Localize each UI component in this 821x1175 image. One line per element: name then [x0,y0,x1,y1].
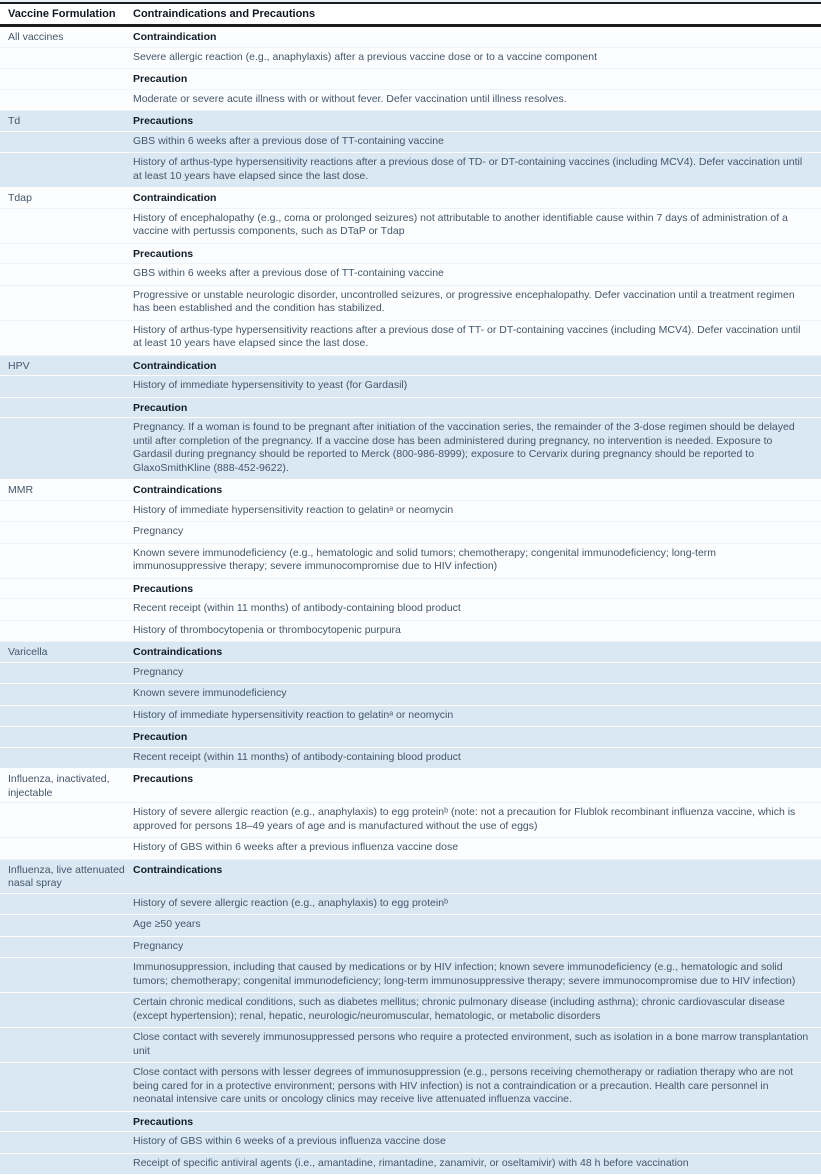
detail-text: Pregnancy [133,939,184,952]
table-row [0,320,821,355]
section-heading: Contraindication [133,359,217,372]
table-row [0,803,821,838]
table-row [0,153,821,188]
vaccine-name-spacer [0,705,133,727]
section-heading: Precautions [133,115,194,127]
detail-text: Recent receipt (within 11 months) of antibody-containing blood product [133,750,461,763]
vaccine-name-spacer [0,893,133,915]
detail-text: History of immediate hypersensitivity reaction to gelatinᵃ or neomycin [133,503,454,516]
vaccine-name-spacer [0,89,133,111]
table-row [0,1132,821,1154]
table-row [0,26,821,48]
detail-text: History of GBS within 6 weeks after a previous influenza vaccine dose [133,841,459,853]
detail-text: Severe allergic reaction (e.g., anaphylaxis) after a previous vaccine dose or to a vaccine component [133,50,597,63]
vaccine-name-spacer [0,69,133,90]
table-row [0,397,821,418]
section-heading: Contraindication [133,192,217,204]
detail-text: Close contact with severely immunosuppressed persons who require a protected environment, such as isolation in a bone marrow transplantation unit [133,1031,809,1057]
detail-text: Recent receipt (within 11 months) of antibody-containing blood product [133,602,461,614]
table-row [0,418,821,480]
table-row [0,859,821,893]
vaccine-name-spacer [0,747,133,769]
detail-text: Pregnancy [133,665,184,678]
vaccine-name-spacer [0,993,133,1028]
table-row [0,599,821,621]
table-row [0,915,821,937]
vaccine-name-spacer [0,915,133,937]
table-row [0,1153,821,1175]
table-row [0,1111,821,1132]
section-heading: Precautions [133,582,194,595]
table-row [0,376,821,398]
vaccine-name: Td [8,115,21,127]
detail-text: Close contact with persons with lesser degrees of immunosuppression (e.g., persons receiving chemotherapy or radiation therapy who are not being cared for in a protective environment; persons with HIV infection) is not a contraindication or a precaution. Health care personnel in neonatal intensive care units or oncology clinics may receive live attenuated influenza vaccine. [133,1066,794,1105]
table-row [0,480,821,501]
table-row [0,727,821,748]
table-row [0,111,821,132]
section-heading: Contraindications [133,484,223,496]
vaccine-contraindications-table [0,2,821,1175]
table-row [0,543,821,578]
table-body [0,26,821,1175]
section-heading: Contraindications [133,646,223,658]
detail-text: History of severe allergic reaction (e.g., anaphylaxis) to egg proteinᵇ [133,896,449,909]
table-row [0,69,821,90]
detail-text: Progressive or unstable neurologic disorder, uncontrolled seizures, or progressive encephalopathy. Defer vaccination until a treatment regimen has been established and the condition has stabilized. [133,288,795,314]
vaccine-name-spacer [0,153,133,188]
table-row [0,47,821,69]
vaccine-name-spacer [0,1063,133,1112]
detail-text: Receipt of specific antiviral agents (i.e., amantadine, rimantadine, zanamivir, or oseltamivir) with 48 h before vaccination [133,1156,689,1169]
section-heading: Contraindications [133,863,223,876]
table-row [0,208,821,243]
table-row [0,705,821,727]
detail-text: History of GBS within 6 weeks of a previous influenza vaccine dose [133,1135,446,1147]
vaccine-name-spacer [0,320,133,355]
vaccine-name-spacer [0,803,133,838]
vaccine-name: Tdap [8,192,32,204]
detail-text: History of severe allergic reaction (e.g., anaphylaxis) to egg proteinᵇ (note: not a precaution for Flublok recombinant influenza vaccine, which is approved for persons 18–49 years of age and is manufactured without the use of eggs) [133,806,796,832]
vaccine-name: Varicella [8,646,48,658]
vaccine-name-spacer [0,285,133,320]
table-row [0,188,821,209]
detail-text: Known severe immunodeficiency (e.g., hematologic and solid tumors; chemotherapy; congenital immunodeficiency; long-term immunosuppressive therapy; severe immunocompromise due to HIV infection) [133,546,717,572]
section-heading: Precaution [133,731,188,743]
table-row [0,747,821,769]
table-row [0,958,821,993]
table-row [0,993,821,1028]
section-heading: Precautions [133,1115,194,1128]
vaccine-name-spacer [0,264,133,286]
table-row [0,838,821,860]
vaccine-name-spacer [0,376,133,398]
table-row [0,131,821,153]
section-heading: Precaution [133,73,188,85]
vaccine-name-spacer [0,620,133,642]
vaccine-name-spacer [0,397,133,418]
vaccine-name-spacer [0,543,133,578]
detail-text: Immunosuppression, including that caused by medications or by HIV infection; known severe immunodeficiency (e.g., hematologic and solid tumors; chemotherapy; congenital immunodeficiency; long-term immunosuppressive therapy; severe immunocompromise due to HIV infection) [133,961,796,987]
table-row [0,285,821,320]
vaccine-name-spacer [0,662,133,684]
column-header-vaccine-formulation: Vaccine Formulation [0,3,133,26]
table-row [0,243,821,264]
vaccine-name-spacer [0,243,133,264]
detail-text: History of encephalopathy (e.g., coma or prolonged seizures) not attributable to another identifiable cause within 7 days of administration of a vaccine with pertussis components, such as DTaP or Tdap [133,211,788,237]
vaccine-name-spacer [0,578,133,599]
vaccine-name: MMR [8,484,34,496]
table-row [0,578,821,599]
detail-text: Moderate or severe acute illness with or without fever. Defer vaccination until illness resolves. [133,92,567,105]
section-heading: Precautions [133,247,194,260]
vaccine-name: All vaccines [8,31,64,43]
detail-text: History of immediate hypersensitivity reaction to gelatinᵃ or neomycin [133,708,454,721]
detail-text: GBS within 6 weeks after a previous dose of TT-containing vaccine [133,134,444,147]
table-row [0,1063,821,1112]
detail-text: History of arthus-type hypersensitivity reactions after a previous dose of TD- or DT-containing vaccines (including MCV4). Defer vaccination until at least 10 years have elapsed since the last dose. [133,156,803,182]
table-row [0,620,821,642]
table-row [0,500,821,522]
vaccine-name-spacer [0,1028,133,1063]
vaccine-name-spacer [0,599,133,621]
detail-text: Pregnancy [133,525,184,537]
detail-text: Pregnancy. If a woman is found to be pregnant after initiation of the vaccination series, the remainder of the 3-dose regimen should be delayed until after completion of the pregnancy. If a vaccine dose has been administered during pregnancy, no intervention is needed. Exposure to Gardasil during pregnancy should be reported to Merck (800-986-8999); exposure to Cervarix during pregnancy should be reported to GlaxoSmithKline (888-452-9622). [133,421,795,474]
vaccine-name-spacer [0,522,133,544]
vaccine-name-spacer [0,838,133,860]
table-row [0,355,821,376]
table-row [0,893,821,915]
detail-text: History of arthus-type hypersensitivity reactions after a previous dose of TT- or DT-containing vaccines (including MCV4). Defer vaccination until at least 10 years have elapsed since the last dose. [133,323,801,349]
table-row [0,684,821,706]
detail-text: Age ≥50 years [133,918,201,930]
vaccine-name-spacer [0,208,133,243]
column-header-contraindications-precautions: Contraindications and Precautions [133,3,821,26]
table-row [0,264,821,286]
vaccine-name-spacer [0,936,133,958]
vaccine-name-spacer [0,500,133,522]
detail-text: Certain chronic medical conditions, such as diabetes mellitus; chronic pulmonary disease (including asthma); chronic cardiovascular disease (except hypertension); renal, hepatic, neurologic/neuromuscular, hematologic, or metabolic disorders [133,996,785,1022]
table-row [0,936,821,958]
vaccine-name-spacer [0,684,133,706]
detail-text: History of thrombocytopenia or thrombocytopenic purpura [133,623,401,636]
table-row [0,89,821,111]
section-heading: Precautions [133,773,194,785]
detail-text: Known severe immunodeficiency [133,687,287,699]
vaccine-name-spacer [0,47,133,69]
table-row [0,662,821,684]
vaccine-name: Influenza, inactivated, injectable [8,773,110,799]
table-header [0,3,821,26]
vaccine-name: Influenza, live attenuated nasal spray [8,863,125,889]
table-row [0,1028,821,1063]
vaccine-name-spacer [0,1111,133,1132]
detail-text: History of immediate hypersensitivity to yeast (for Gardasil) [133,379,408,391]
vaccine-name-spacer [0,1132,133,1154]
table-row [0,769,821,803]
section-heading: Contraindication [133,31,217,43]
table-row [0,522,821,544]
section-heading: Precaution [133,401,188,414]
vaccine-name-spacer [0,727,133,748]
detail-text: GBS within 6 weeks after a previous dose of TT-containing vaccine [133,267,444,279]
vaccine-name-spacer [0,131,133,153]
table-row [0,642,821,663]
vaccine-name-spacer [0,1153,133,1175]
vaccine-name-spacer [0,958,133,993]
vaccine-name-spacer [0,418,133,480]
vaccine-name: HPV [8,359,30,372]
